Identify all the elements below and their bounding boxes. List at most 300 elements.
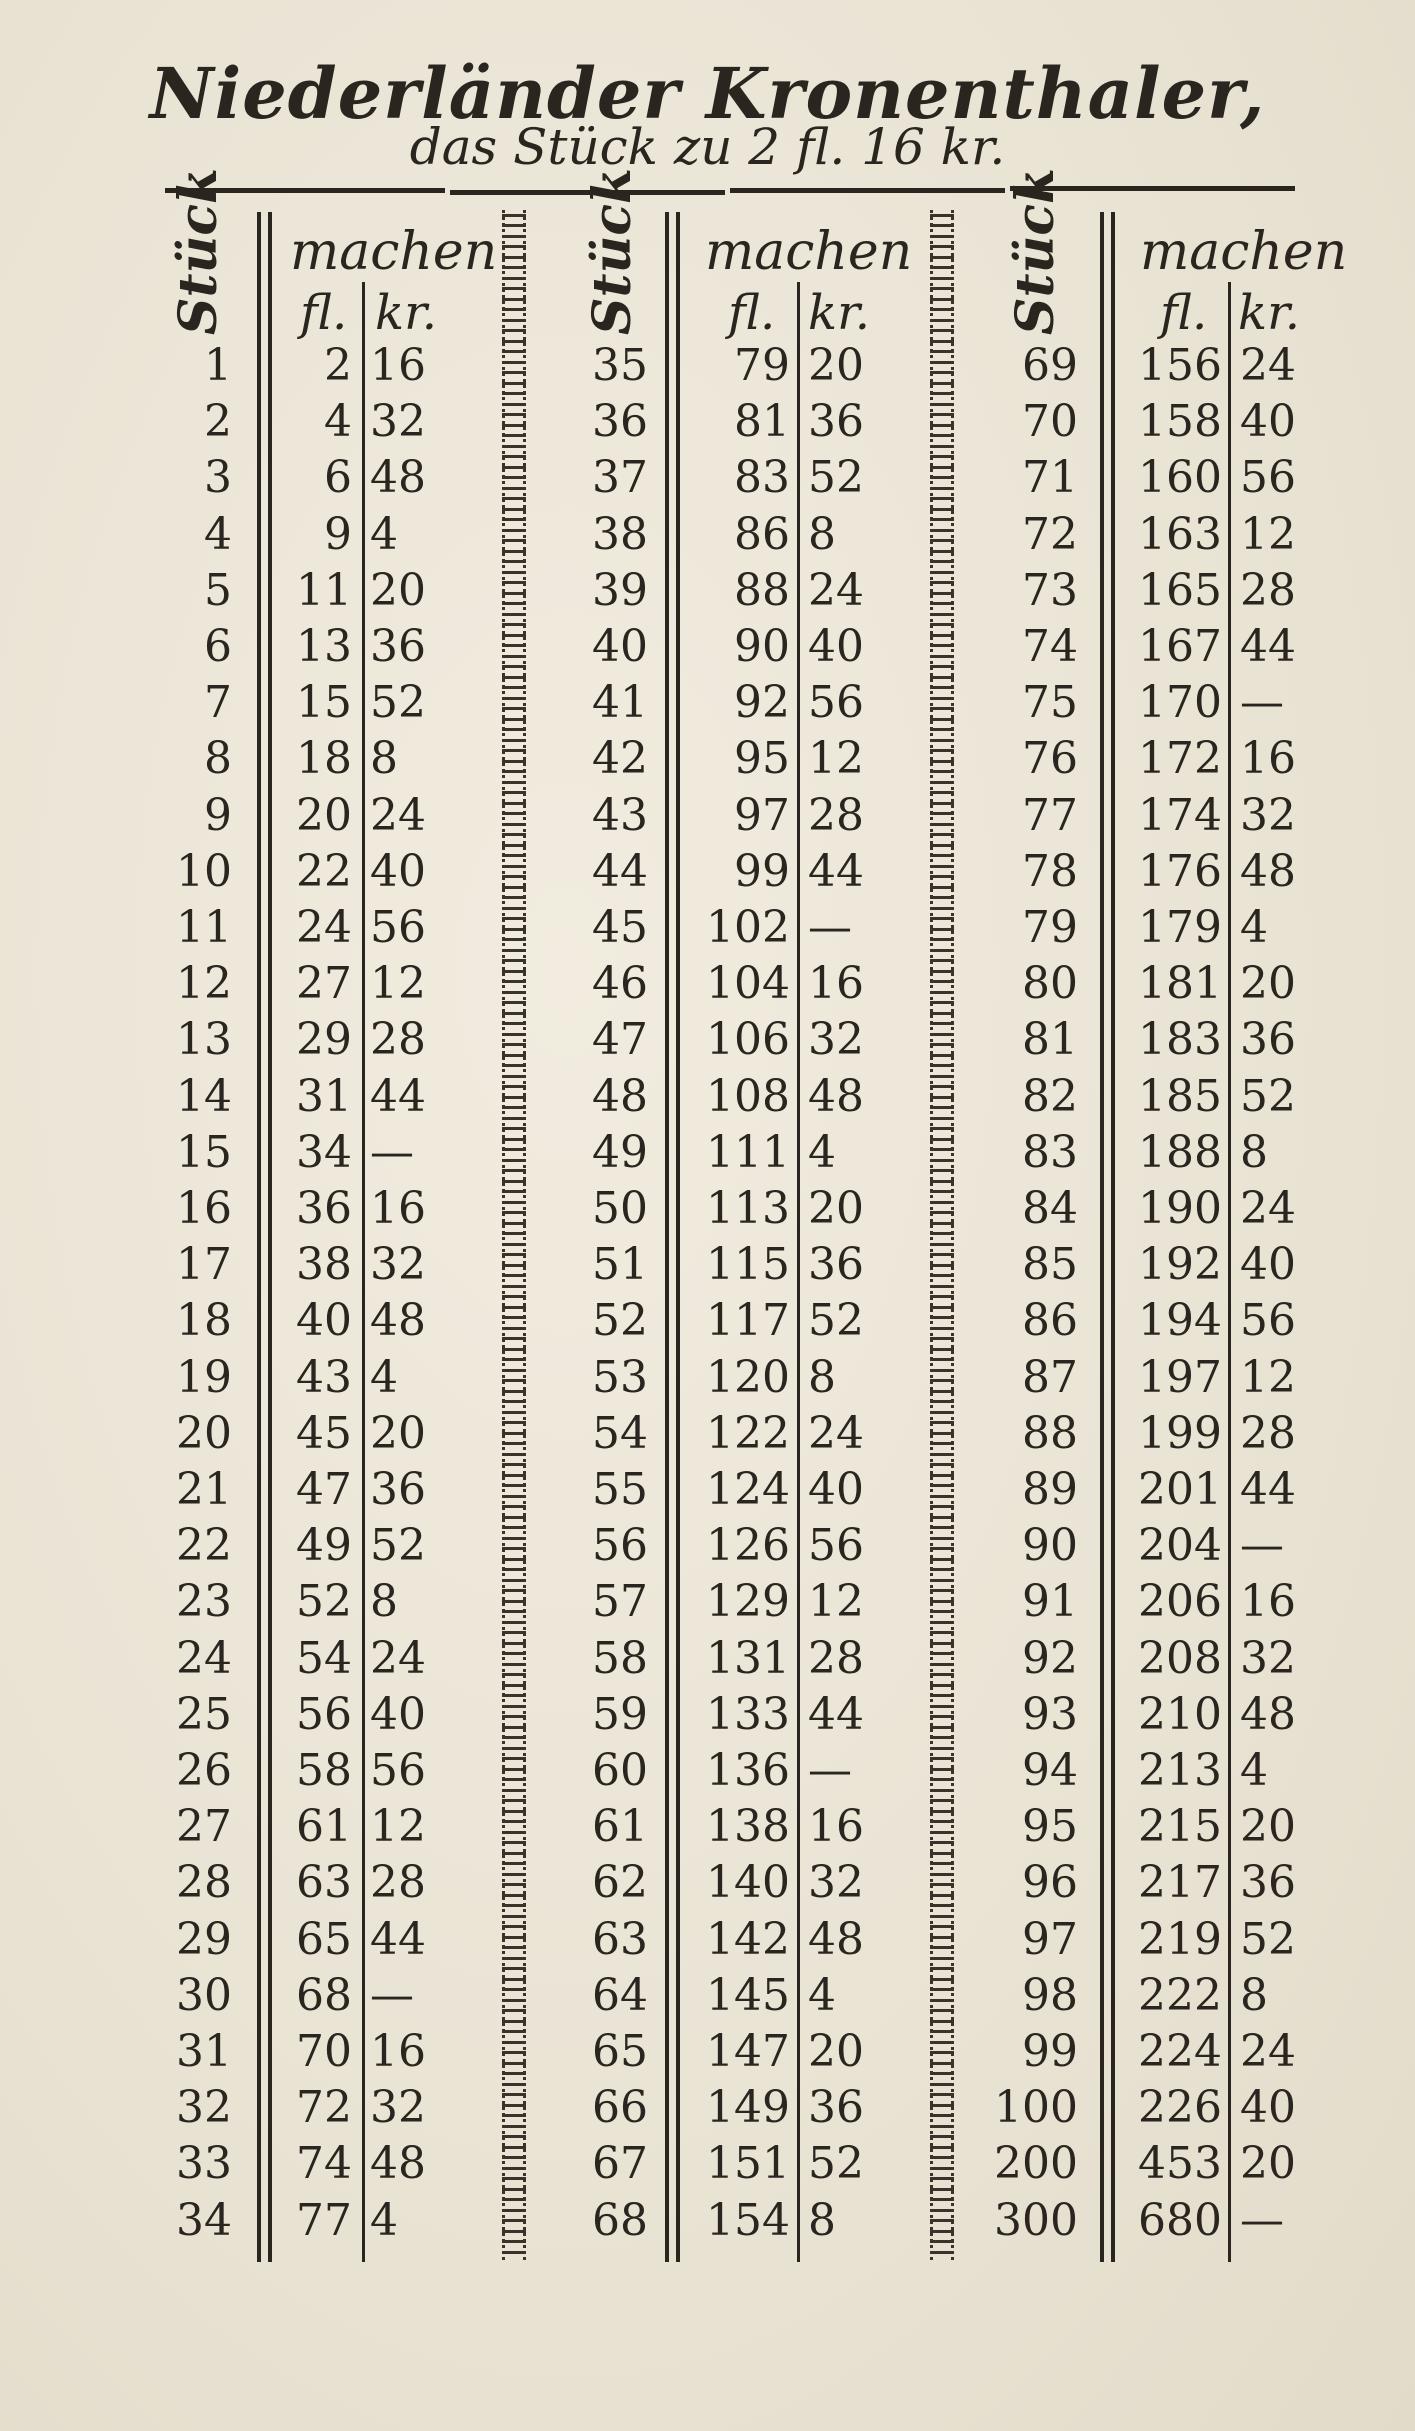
gulden-value: 9 — [324, 508, 352, 560]
stueck-count: 20 — [176, 1407, 232, 1459]
gulden-value: 149 — [706, 2082, 790, 2134]
gulden-value: 174 — [1138, 789, 1222, 841]
kreuzer-value: 40 — [1240, 1239, 1296, 1291]
kreuzer-value: — — [1240, 677, 1284, 729]
kreuzer-value: 24 — [370, 1632, 426, 1684]
gulden-value: 70 — [296, 2026, 352, 2077]
gulden-value: 79 — [734, 340, 790, 391]
stueck-count: 30 — [176, 1969, 232, 2021]
gulden-value: 58 — [296, 1745, 352, 1796]
gulden-value: 124 — [706, 1464, 790, 1515]
header-stueck-3: Stück — [1005, 167, 1066, 335]
gulden-value: 54 — [296, 1632, 352, 1684]
chain-ornament-2 — [930, 210, 954, 2260]
stueck-count: 86 — [1022, 1295, 1078, 1347]
stueck-count: 93 — [1022, 1688, 1078, 1740]
stueck-count: 28 — [176, 1857, 232, 1909]
stueck-count: 100 — [994, 2082, 1078, 2134]
header-fl-1: fl. — [300, 285, 348, 341]
gulden-value: 83 — [734, 452, 790, 504]
gulden-value: 97 — [734, 789, 790, 841]
kreuzer-value: 4 — [370, 508, 398, 560]
kreuzer-value: 24 — [1240, 2026, 1296, 2077]
gulden-value: 204 — [1138, 1520, 1222, 1572]
kreuzer-value: 8 — [1240, 1126, 1268, 1178]
kreuzer-value: 20 — [808, 340, 864, 391]
stueck-count: 75 — [1022, 677, 1078, 729]
stueck-count: 83 — [1022, 1126, 1078, 1178]
stueck-count: 98 — [1022, 1969, 1078, 2021]
gulden-value: 113 — [706, 1183, 790, 1234]
kreuzer-value: 16 — [808, 958, 864, 1010]
kreuzer-value: 4 — [370, 1351, 398, 1403]
kreuzer-value: 48 — [1240, 845, 1296, 897]
gulden-value: 40 — [296, 1295, 352, 1347]
stueck-count: 82 — [1022, 1070, 1078, 1122]
kreuzer-value: 4 — [1240, 902, 1268, 953]
stueck-count: 70 — [1022, 396, 1078, 448]
kreuzer-value: 48 — [1240, 1688, 1296, 1740]
stueck-count: 46 — [592, 958, 648, 1010]
gulden-value: 61 — [296, 1801, 352, 1853]
gulden-value: 219 — [1138, 1913, 1222, 1965]
gulden-value: 18 — [296, 733, 352, 785]
kreuzer-value: 8 — [808, 1351, 836, 1403]
fl-kr-rule-2 — [797, 282, 800, 2262]
kreuzer-value: 40 — [370, 1688, 426, 1740]
gulden-value: 104 — [706, 958, 790, 1010]
stueck-count: 79 — [1022, 902, 1078, 953]
stueck-count: 91 — [1022, 1576, 1078, 1628]
stueck-count: 64 — [592, 1969, 648, 2021]
stueck-count: 36 — [592, 396, 648, 448]
stueck-count: 45 — [592, 902, 648, 953]
gulden-value: 88 — [734, 564, 790, 616]
stueck-count: 31 — [176, 2026, 232, 2077]
page-subtitle: das Stück zu 2 fl. 16 kr. — [409, 118, 1006, 176]
gulden-value: 95 — [734, 733, 790, 785]
kreuzer-value: 16 — [370, 340, 426, 391]
stueck-count: 92 — [1022, 1632, 1078, 1684]
stueck-count: 1 — [204, 340, 232, 391]
stueck-count: 72 — [1022, 508, 1078, 560]
gulden-value: 156 — [1138, 340, 1222, 391]
kreuzer-value: 12 — [370, 958, 426, 1010]
gulden-value: 453 — [1138, 2138, 1222, 2190]
gulden-value: 140 — [706, 1857, 790, 1909]
stueck-count: 300 — [994, 2194, 1078, 2246]
kreuzer-value: 52 — [808, 2138, 864, 2190]
stueck-count: 44 — [592, 845, 648, 897]
header-machen-3: machen — [1140, 222, 1348, 282]
gulden-value: 90 — [734, 621, 790, 672]
stueck-count: 42 — [592, 733, 648, 785]
kreuzer-value: 32 — [370, 396, 426, 448]
gulden-value: 160 — [1138, 452, 1222, 504]
stueck-count: 4 — [204, 508, 232, 560]
header-kr-1: kr. — [375, 285, 438, 341]
stueck-count: 78 — [1022, 845, 1078, 897]
kreuzer-value: 40 — [808, 1464, 864, 1515]
stueck-count: 94 — [1022, 1745, 1078, 1796]
stueck-count: 57 — [592, 1576, 648, 1628]
kreuzer-value: 36 — [808, 396, 864, 448]
kreuzer-value: 56 — [808, 677, 864, 729]
kreuzer-value: 44 — [808, 1688, 864, 1740]
gulden-value: 138 — [706, 1801, 790, 1853]
stueck-count: 41 — [592, 677, 648, 729]
kreuzer-value: — — [1240, 2194, 1284, 2246]
gulden-value: 34 — [296, 1126, 352, 1178]
stueck-count: 29 — [176, 1913, 232, 1965]
stueck-count: 27 — [176, 1801, 232, 1853]
stueck-count: 71 — [1022, 452, 1078, 504]
gulden-value: 222 — [1138, 1969, 1222, 2021]
header-machen-2: machen — [705, 222, 913, 282]
stueck-count: 74 — [1022, 621, 1078, 672]
stueck-count: 88 — [1022, 1407, 1078, 1459]
kreuzer-value: 36 — [1240, 1857, 1296, 1909]
stueck-count: 58 — [592, 1632, 648, 1684]
kreuzer-value: 40 — [808, 621, 864, 672]
gulden-value: 206 — [1138, 1576, 1222, 1628]
stueck-count: 95 — [1022, 1801, 1078, 1853]
gulden-value: 117 — [706, 1295, 790, 1347]
gulden-value: 226 — [1138, 2082, 1222, 2134]
kreuzer-value: 52 — [370, 1520, 426, 1572]
stueck-count: 55 — [592, 1464, 648, 1515]
gulden-value: 4 — [324, 396, 352, 448]
stueck-count: 23 — [176, 1576, 232, 1628]
kreuzer-value: 36 — [808, 1239, 864, 1291]
stueck-count: 25 — [176, 1688, 232, 1740]
stueck-count: 18 — [176, 1295, 232, 1347]
kreuzer-value: 32 — [370, 1239, 426, 1291]
stueck-count: 6 — [204, 621, 232, 672]
header-machen-1: machen — [290, 222, 498, 282]
kreuzer-value: 48 — [808, 1913, 864, 1965]
kreuzer-value: 16 — [370, 1183, 426, 1234]
kreuzer-value: 28 — [808, 789, 864, 841]
kreuzer-value: — — [808, 1745, 852, 1796]
gulden-value: 74 — [296, 2138, 352, 2190]
gulden-value: 197 — [1138, 1351, 1222, 1403]
stueck-count: 89 — [1022, 1464, 1078, 1515]
stueck-count: 26 — [176, 1745, 232, 1796]
kreuzer-value: 52 — [808, 452, 864, 504]
kreuzer-value: 20 — [1240, 2138, 1296, 2190]
kreuzer-value: — — [370, 1969, 414, 2021]
gulden-value: 131 — [706, 1632, 790, 1684]
kreuzer-value: 16 — [1240, 733, 1296, 785]
stueck-count: 59 — [592, 1688, 648, 1740]
gulden-value: 120 — [706, 1351, 790, 1403]
gulden-value: 158 — [1138, 396, 1222, 448]
kreuzer-value: 52 — [1240, 1070, 1296, 1122]
kreuzer-value: 12 — [1240, 508, 1296, 560]
kreuzer-value: 44 — [808, 845, 864, 897]
kreuzer-value: 8 — [370, 1576, 398, 1628]
gulden-value: 49 — [296, 1520, 352, 1572]
stueck-count: 35 — [592, 340, 648, 391]
gulden-value: 72 — [296, 2082, 352, 2134]
kreuzer-value: 24 — [808, 564, 864, 616]
kreuzer-value: 36 — [808, 2082, 864, 2134]
stueck-count: 51 — [592, 1239, 648, 1291]
gulden-value: 179 — [1138, 902, 1222, 953]
gulden-value: 65 — [296, 1913, 352, 1965]
gulden-value: 47 — [296, 1464, 352, 1515]
stueck-count: 15 — [176, 1126, 232, 1178]
stueck-count: 56 — [592, 1520, 648, 1572]
stueck-count: 52 — [592, 1295, 648, 1347]
header-stueck-1: Stück — [168, 167, 229, 335]
gulden-value: 27 — [296, 958, 352, 1010]
kreuzer-value: 32 — [1240, 1632, 1296, 1684]
kreuzer-value: 32 — [1240, 789, 1296, 841]
stueck-count: 69 — [1022, 340, 1078, 391]
gulden-value: 213 — [1138, 1745, 1222, 1796]
gulden-value: 142 — [706, 1913, 790, 1965]
stueck-count: 68 — [592, 2194, 648, 2246]
stueck-count: 80 — [1022, 958, 1078, 1010]
kreuzer-value: 24 — [1240, 1183, 1296, 1234]
stueck-count: 77 — [1022, 789, 1078, 841]
gulden-value: 63 — [296, 1857, 352, 1909]
kreuzer-value: 20 — [370, 564, 426, 616]
kreuzer-value: 8 — [370, 733, 398, 785]
kreuzer-value: 28 — [1240, 564, 1296, 616]
kreuzer-value: 32 — [808, 1014, 864, 1066]
stueck-count: 8 — [204, 733, 232, 785]
kreuzer-value: 40 — [370, 845, 426, 897]
gulden-value: 29 — [296, 1014, 352, 1066]
gulden-value: 680 — [1138, 2194, 1222, 2246]
kreuzer-value: 32 — [808, 1857, 864, 1909]
stueck-count: 38 — [592, 508, 648, 560]
gulden-value: 108 — [706, 1070, 790, 1122]
kreuzer-value: 44 — [1240, 1464, 1296, 1515]
stueck-count: 63 — [592, 1913, 648, 1965]
chain-ornament-1 — [502, 210, 526, 2260]
gulden-value: 190 — [1138, 1183, 1222, 1234]
gulden-value: 22 — [296, 845, 352, 897]
kreuzer-value: 28 — [808, 1632, 864, 1684]
double-rule-3a — [1100, 212, 1104, 2262]
stueck-count: 49 — [592, 1126, 648, 1178]
kreuzer-value: 48 — [808, 1070, 864, 1122]
kreuzer-value: 40 — [1240, 2082, 1296, 2134]
kreuzer-value: 56 — [1240, 452, 1296, 504]
stueck-count: 12 — [176, 958, 232, 1010]
page-title: Niederländer Kronenthaler, — [149, 52, 1266, 135]
stueck-count: 65 — [592, 2026, 648, 2077]
gulden-value: 31 — [296, 1070, 352, 1122]
gulden-value: 183 — [1138, 1014, 1222, 1066]
stueck-count: 3 — [204, 452, 232, 504]
gulden-value: 176 — [1138, 845, 1222, 897]
kreuzer-value: 56 — [370, 1745, 426, 1796]
stueck-count: 66 — [592, 2082, 648, 2134]
kreuzer-value: 28 — [370, 1014, 426, 1066]
kreuzer-value: 12 — [808, 733, 864, 785]
kreuzer-value: 36 — [370, 1464, 426, 1515]
stueck-count: 24 — [176, 1632, 232, 1684]
header-kr-2: kr. — [808, 285, 871, 341]
gulden-value: 56 — [296, 1688, 352, 1740]
kreuzer-value: 4 — [1240, 1745, 1268, 1796]
stueck-count: 43 — [592, 789, 648, 841]
gulden-value: 11 — [296, 564, 352, 616]
gulden-value: 6 — [324, 452, 352, 504]
kreuzer-value: 28 — [370, 1857, 426, 1909]
stueck-count: 85 — [1022, 1239, 1078, 1291]
gulden-value: 217 — [1138, 1857, 1222, 1909]
gulden-value: 215 — [1138, 1801, 1222, 1853]
kreuzer-value: 56 — [370, 902, 426, 953]
stueck-count: 76 — [1022, 733, 1078, 785]
gulden-value: 13 — [296, 621, 352, 672]
gulden-value: 224 — [1138, 2026, 1222, 2077]
kreuzer-value: 4 — [370, 2194, 398, 2246]
kreuzer-value: 4 — [808, 1126, 836, 1178]
kreuzer-value: 56 — [1240, 1295, 1296, 1347]
stueck-count: 61 — [592, 1801, 648, 1853]
stueck-count: 60 — [592, 1745, 648, 1796]
gulden-value: 154 — [706, 2194, 790, 2246]
gulden-value: 185 — [1138, 1070, 1222, 1122]
gulden-value: 199 — [1138, 1407, 1222, 1459]
stueck-count: 32 — [176, 2082, 232, 2134]
gulden-value: 145 — [706, 1969, 790, 2021]
stueck-count: 50 — [592, 1183, 648, 1234]
stueck-count: 22 — [176, 1520, 232, 1572]
kreuzer-value: 12 — [370, 1801, 426, 1853]
kreuzer-value: 4 — [808, 1969, 836, 2021]
kreuzer-value: 44 — [1240, 621, 1296, 672]
kreuzer-value: 36 — [370, 621, 426, 672]
header-stueck-2: Stück — [582, 167, 643, 335]
kreuzer-value: 48 — [370, 2138, 426, 2190]
stueck-count: 37 — [592, 452, 648, 504]
gulden-value: 136 — [706, 1745, 790, 1796]
gulden-value: 38 — [296, 1239, 352, 1291]
kreuzer-value: 24 — [808, 1407, 864, 1459]
stueck-count: 81 — [1022, 1014, 1078, 1066]
gulden-value: 102 — [706, 902, 790, 953]
gulden-value: 115 — [706, 1239, 790, 1291]
gulden-value: 147 — [706, 2026, 790, 2077]
stueck-count: 14 — [176, 1070, 232, 1122]
stueck-count: 16 — [176, 1183, 232, 1234]
kreuzer-value: 8 — [808, 2194, 836, 2246]
gulden-value: 133 — [706, 1688, 790, 1740]
gulden-value: 68 — [296, 1969, 352, 2021]
gulden-value: 210 — [1138, 1688, 1222, 1740]
kreuzer-value: 52 — [370, 677, 426, 729]
gulden-value: 129 — [706, 1576, 790, 1628]
gulden-value: 151 — [706, 2138, 790, 2190]
stueck-count: 47 — [592, 1014, 648, 1066]
stueck-count: 53 — [592, 1351, 648, 1403]
kreuzer-value: 20 — [370, 1407, 426, 1459]
header-rule-3 — [730, 188, 1005, 193]
kreuzer-value: 8 — [808, 508, 836, 560]
gulden-value: 208 — [1138, 1632, 1222, 1684]
stueck-count: 11 — [176, 902, 232, 953]
gulden-value: 126 — [706, 1520, 790, 1572]
kreuzer-value: 12 — [808, 1576, 864, 1628]
kreuzer-value: — — [808, 902, 852, 953]
stueck-count: 9 — [204, 789, 232, 841]
stueck-count: 90 — [1022, 1520, 1078, 1572]
gulden-value: 201 — [1138, 1464, 1222, 1515]
gulden-value: 2 — [324, 340, 352, 391]
gulden-value: 122 — [706, 1407, 790, 1459]
kreuzer-value: 32 — [370, 2082, 426, 2134]
stueck-count: 13 — [176, 1014, 232, 1066]
header-kr-3: kr. — [1238, 285, 1301, 341]
fl-kr-rule-1 — [362, 282, 365, 2262]
kreuzer-value: 48 — [370, 1295, 426, 1347]
kreuzer-value: 36 — [1240, 1014, 1296, 1066]
header-fl-2: fl. — [728, 285, 776, 341]
gulden-value: 20 — [296, 789, 352, 841]
stueck-count: 34 — [176, 2194, 232, 2246]
gulden-value: 36 — [296, 1183, 352, 1234]
stueck-count: 96 — [1022, 1857, 1078, 1909]
kreuzer-value: 24 — [1240, 340, 1296, 391]
kreuzer-value: 12 — [1240, 1351, 1296, 1403]
stueck-count: 2 — [204, 396, 232, 448]
gulden-value: 45 — [296, 1407, 352, 1459]
stueck-count: 19 — [176, 1351, 232, 1403]
gulden-value: 172 — [1138, 733, 1222, 785]
kreuzer-value: 20 — [808, 1183, 864, 1234]
gulden-value: 43 — [296, 1351, 352, 1403]
stueck-count: 33 — [176, 2138, 232, 2190]
kreuzer-value: 20 — [1240, 958, 1296, 1010]
gulden-value: 111 — [706, 1126, 790, 1178]
kreuzer-value: 20 — [1240, 1801, 1296, 1853]
stueck-count: 10 — [176, 845, 232, 897]
gulden-value: 170 — [1138, 677, 1222, 729]
double-rule-2a — [665, 212, 669, 2262]
gulden-value: 163 — [1138, 508, 1222, 560]
kreuzer-value: — — [370, 1126, 414, 1178]
stueck-count: 48 — [592, 1070, 648, 1122]
stueck-count: 67 — [592, 2138, 648, 2190]
stueck-count: 17 — [176, 1239, 232, 1291]
gulden-value: 15 — [296, 677, 352, 729]
gulden-value: 52 — [296, 1576, 352, 1628]
gulden-value: 181 — [1138, 958, 1222, 1010]
gulden-value: 92 — [734, 677, 790, 729]
gulden-value: 86 — [734, 508, 790, 560]
stueck-count: 21 — [176, 1464, 232, 1515]
stueck-count: 5 — [204, 564, 232, 616]
gulden-value: 165 — [1138, 564, 1222, 616]
kreuzer-value: 44 — [370, 1070, 426, 1122]
kreuzer-value: 48 — [370, 452, 426, 504]
stueck-count: 40 — [592, 621, 648, 672]
kreuzer-value: 40 — [1240, 396, 1296, 448]
kreuzer-value: 52 — [1240, 1913, 1296, 1965]
stueck-count: 97 — [1022, 1913, 1078, 1965]
kreuzer-value: 52 — [808, 1295, 864, 1347]
kreuzer-value: 56 — [808, 1520, 864, 1572]
kreuzer-value: 16 — [1240, 1576, 1296, 1628]
